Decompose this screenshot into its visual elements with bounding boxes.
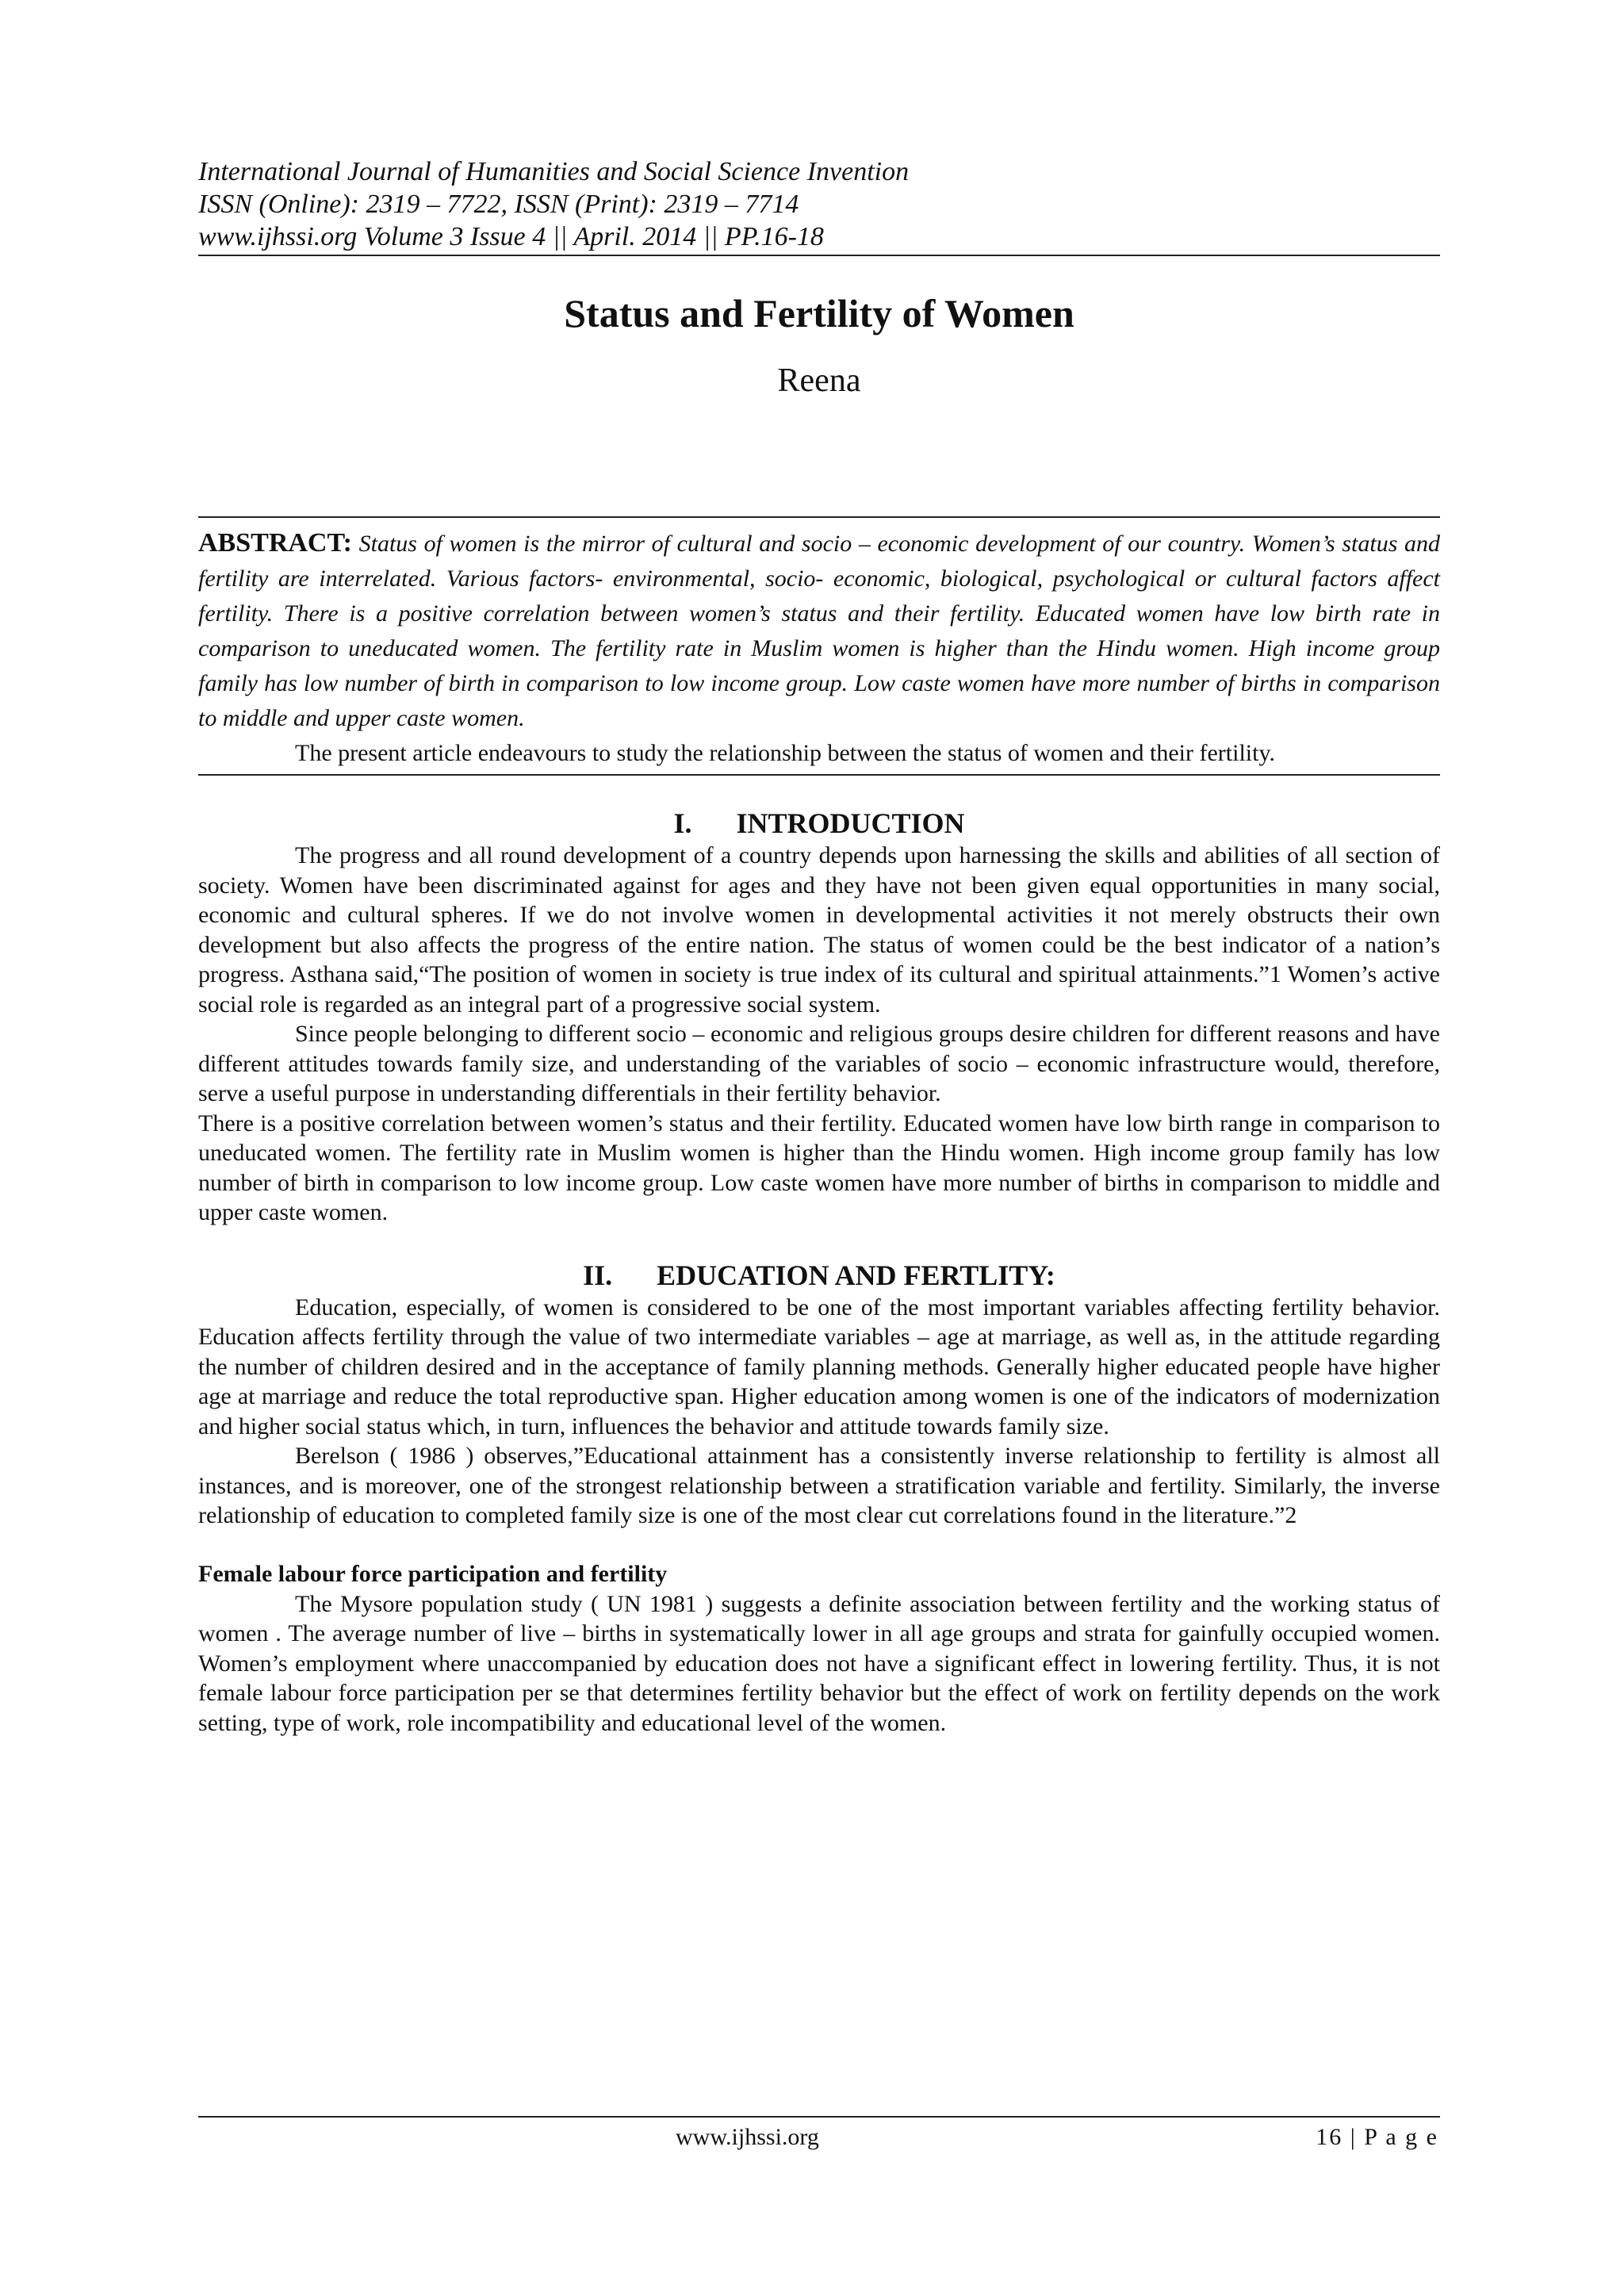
page-body (198, 155, 1440, 1738)
intro-paragraph: The progress and all round development of a country depends upon harnessing the skills and abilities of all section of society. Women have been discriminated against for ages and they have not been given equal opportunities in many social, economic and cultural spheres. If we do not involve women in developmental activities it not merely obstructs their own development but also affects the progress of the entire nation. The status of women could be the best indicator of a nation’s progress. Asthana said,“The position of women in society is true index of its cultural and spiritual attainments.”1 Women’s active social role is regarded as an integral part of a progressive social system. (198, 842, 1440, 1018)
article-author: Reena (777, 362, 861, 399)
section-heading-introduction (198, 806, 1440, 841)
journal-header (198, 155, 1440, 253)
page-footer (198, 2122, 1440, 2154)
intro-paragraph: There is a positive correlation between women’s status and their fertility. Educated women have low birth range in comparison to uneducated women. The fertility rate in Muslim women is higher than the Hindu women. High income group family has low number of birth in comparison to low income group. Low caste women have more number of births in comparison to middle and upper caste women. (198, 1110, 1440, 1225)
section-heading-education (198, 1258, 1440, 1293)
abstract-label: ABSTRACT: (198, 528, 352, 558)
footer-site: www.ijhssi.org (676, 2124, 819, 2150)
intro-paragraph: Since people belonging to different socio – economic and religious groups desire children for different reasons and have different attitudes towards family size, and understanding of the variables of socio – economic infrastructure would, therefore, serve a useful purpose in understanding differentials in their fertility behavior. (198, 1021, 1440, 1106)
abstract-bottom-rule (198, 774, 1440, 776)
footer-page-number: 16 | P a g e (1316, 2124, 1438, 2150)
abstract-paragraph (198, 526, 1440, 736)
abstract-note: The present article endeavours to study the relationship between the status of women and their fertility. (295, 740, 1276, 766)
abstract-text: Status of women is the mirror of cultural and socio – economic development of our country. Women’s status and fertility are interrelated. Various factors- environmental, socio- economic, biological, psychological or cultural factors affect fertility. There is a positive correlation between women’s status and their fertility. Educated women have low birth rate in comparison to uneducated women. The fertility rate in Muslim women is higher than the Hindu women. High income group family has low number of birth in comparison to low income group. Low caste women have more number of births in comparison to middle and upper caste women. (198, 531, 1441, 731)
section-number: I. (673, 807, 692, 839)
education-paragraph: Education, especially, of women is considered to be one of the most important variables affecting fertility behavior. Education affects fertility through the value of two intermediate variables – age at marriage, as well as, in the attitude regarding the number of children desired and in the acceptance of family planning methods. Generally higher educated people have higher age at marriage and reduce the total reproductive span. Higher education among women is one of the indicators of modernization and higher social status which, in turn, influences the behavior and attitude towards family size. (198, 1294, 1440, 1439)
subsection-paragraph: The Mysore population study ( UN 1981 ) suggests a definite association between fertility and the working status of women . The average number of live – births in systematically lower in all age groups and strata for gainfully occupied women. Women’s employment where unaccompanied by education does not have a significant effect in lowering fertility. Thus, it is not female labour force participation per se that determines fertility behavior but the effect of work on fertility depends on the work setting, type of work, role incompatibility and educational level of the women. (198, 1590, 1440, 1736)
section-title: EDUCATION AND FERTLITY: (657, 1259, 1055, 1291)
header-rule (198, 255, 1440, 256)
journal-name: International Journal of Humanities and Social Science Invention (198, 157, 910, 186)
subsection-heading: Female labour force participation and fertility (198, 1560, 668, 1587)
journal-issn: ISSN (Online): 2319 – 7722, ISSN (Print): 2319 – 7714 (198, 190, 799, 219)
article-title: Status and Fertility of Women (564, 291, 1074, 335)
section-title: INTRODUCTION (736, 807, 965, 839)
abstract-top-rule (198, 516, 1440, 518)
abstract-section (198, 516, 1440, 776)
education-paragraph: Berelson ( 1986 ) observes,”Educational attainment has a consistently inverse relationship to fertility is almost all instances, and is moreover, one of the strongest relationship between a stratification variable and fertility. Similarly, the inverse relationship of education to completed family size is one of the most clear cut correlations found in the literature.”2 (198, 1443, 1440, 1528)
journal-issue: www.ijhssi.org Volume 3 Issue 4 || April. 2014 || PP.16-18 (198, 222, 824, 251)
section-number: II. (583, 1259, 613, 1291)
footer-rule (198, 2116, 1440, 2118)
